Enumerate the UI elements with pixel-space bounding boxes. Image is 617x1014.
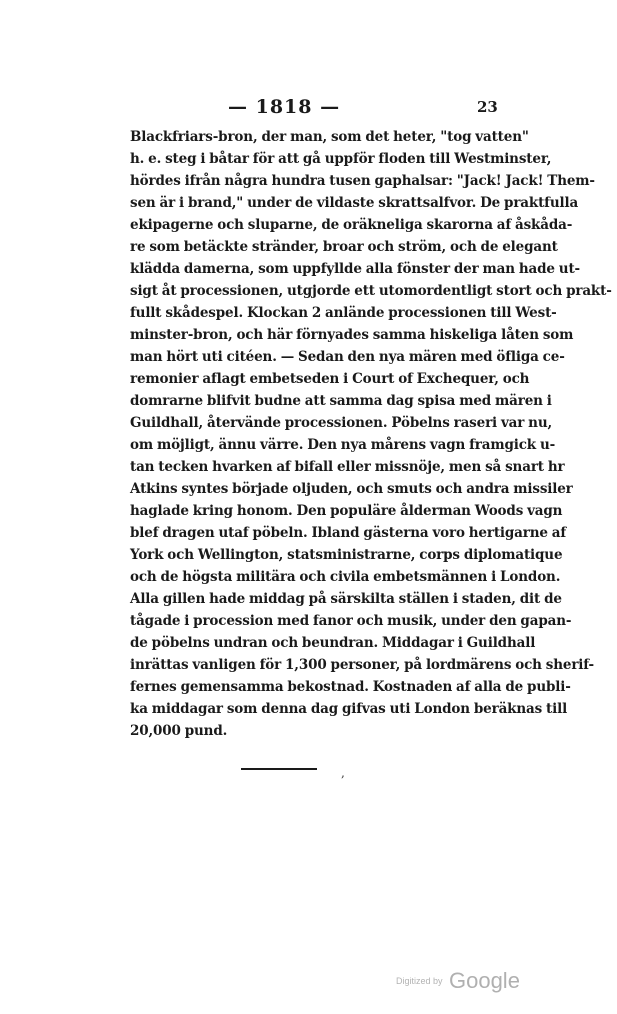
text-line: sigt åt processionen, utgjorde ett utomordentligt stort och prakt- [130,283,612,299]
text-line: man hört uti citéen. — Sedan den nya mären med öfliga ce- [130,349,565,365]
text-line: remonier aflagt embetseden i Court of Exchequer, och [130,371,530,387]
text-line: blef dragen utaf pöbeln. Ibland gästerna voro hertigarne af [130,525,567,541]
text-line: fullt skådespel. Klockan 2 anlände processionen till West- [130,305,557,321]
text-line: tan tecken hvarken af bifall eller missnöje, men så snart hr [130,459,565,475]
google-logo: Google [448,968,520,993]
text-line: hördes ifrån några hundra tusen gaphalsar: "Jack! Jack! Them- [130,173,595,189]
stray-mark: , [341,766,345,780]
text-line: och de högsta militära och civila embetsmännen i London. [130,569,561,585]
body-text [130,126,612,742]
text-line: Guildhall, återvände processionen. Pöbelns raseri var nu, [130,415,553,431]
text-line: haglade kring honom. Den populäre ålderman Woods vagn [130,503,563,519]
text-line: om möjligt, ännu värre. Den nya mårens vagn framgick u- [130,437,556,453]
text-line: Blackfriars-bron, der man, som det heter, "tog vatten" [130,129,529,145]
text-line: minster-bron, och här förnyades samma hiskeliga låten som [130,327,574,343]
text-line: fernes gemensamma bekostnad. Kostnaden af alla de publi- [130,679,571,695]
text-line: sen är i brand," under de vildaste skrattsalfvor. De praktfulla [130,195,579,211]
running-head [0,96,617,120]
text-line: ekipagerne och sluparne, de oräkneliga skarorna af åskåda- [130,217,573,233]
text-line-last: 20,000 pund. [130,723,228,739]
google-watermark [396,968,520,994]
text-line: Alla gillen hade middag på särskilta ställen i staden, dit de [130,591,562,607]
text-line: de pöbelns undran och beundran. Middagar i Guildhall [130,635,536,651]
text-line: ka middagar som denna dag gifvas uti London beräknas till [130,701,568,717]
text-line: domrarne blifvit budne att samma dag spisa med mären i [130,393,552,409]
text-line: Atkins syntes började oljuden, och smuts och andra missiler [130,481,573,497]
watermark-prefix: Digitized by [396,976,443,986]
text-line: klädda damerna, som uppfyllde alla fönster der man hade ut- [130,261,581,277]
text-line: inrättas vanligen för 1,300 personer, på lordmärens och sherif- [130,657,594,673]
running-title: — 1818 — [228,96,341,118]
text-line: York och Wellington, statsministrarne, corps diplomatique [130,547,563,563]
page-number: 23 [477,98,498,116]
end-rule [241,768,317,770]
text-line: tågade i procession med fanor och musik, under den gapan- [130,613,572,629]
text-line: re som betäckte stränder, broar och ström, och de elegant [130,239,558,255]
text-line: h. e. steg i båtar för att gå uppför floden till Westminster, [130,151,552,167]
